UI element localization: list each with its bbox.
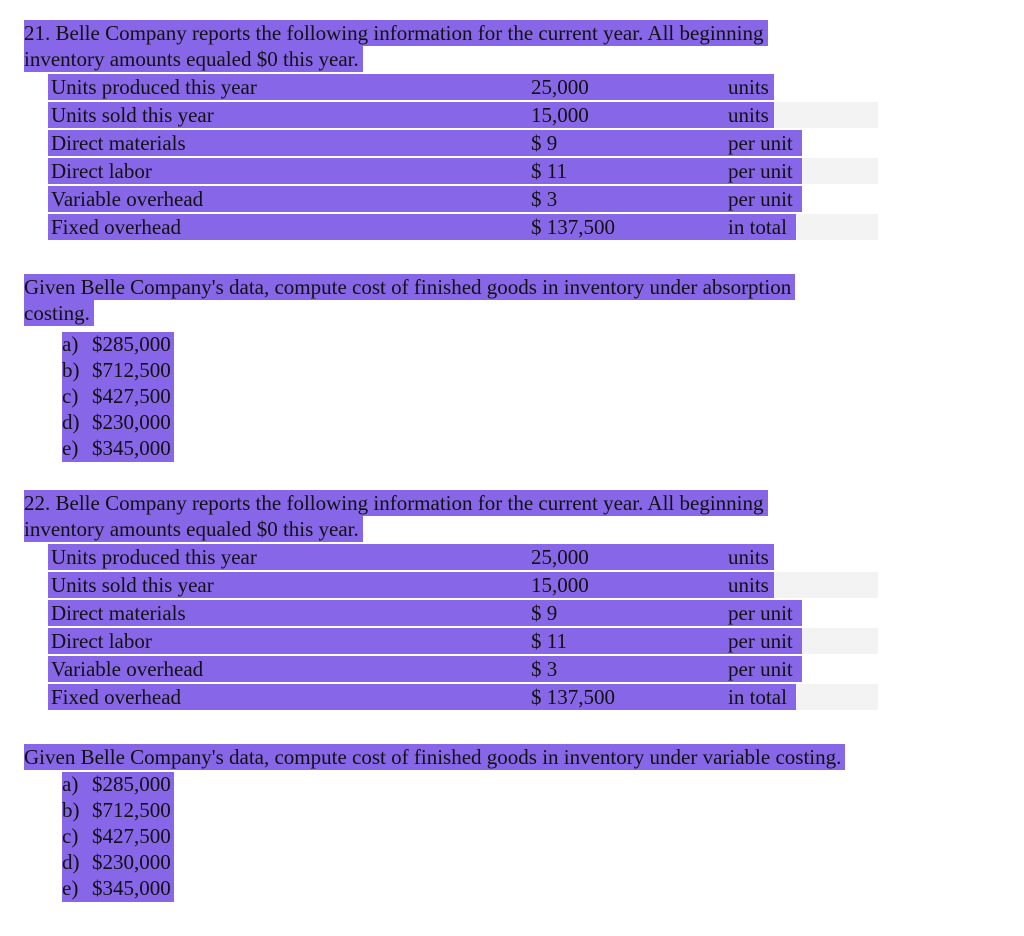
row-unit: per unit <box>728 130 802 156</box>
table-row <box>48 600 878 626</box>
row-unit: per unit <box>728 186 802 212</box>
option-letter: a) <box>62 772 79 796</box>
row-unit: per unit <box>728 628 802 654</box>
row-label: Fixed overhead <box>48 684 528 710</box>
option-letter: c) <box>62 824 79 848</box>
row-unit: in total <box>728 214 796 240</box>
row-label: Direct labor <box>48 628 528 654</box>
row-unit: units <box>728 544 774 570</box>
question-intro-line-2: inventory amounts equaled $0 this year. <box>24 516 363 542</box>
answer-option-d[interactable] <box>62 850 174 876</box>
option-text: $427,500 <box>92 824 171 848</box>
answer-option-e[interactable] <box>62 436 174 462</box>
table-row <box>48 102 878 128</box>
option-text: $285,000 <box>92 772 171 796</box>
option-letter: a) <box>62 332 79 356</box>
table-row <box>48 158 878 184</box>
answer-option-d[interactable] <box>62 410 174 436</box>
question-intro-line-1: 22. Belle Company reports the following information for the current year. All beginning <box>24 490 768 516</box>
option-text: $285,000 <box>92 332 171 356</box>
row-label: Variable overhead <box>48 656 528 682</box>
row-label: Units sold this year <box>48 572 528 598</box>
option-text: $345,000 <box>92 436 171 460</box>
row-label: Direct labor <box>48 158 528 184</box>
row-label: Units sold this year <box>48 102 528 128</box>
option-text: $427,500 <box>92 384 171 408</box>
row-value: 15,000 <box>528 572 728 598</box>
option-letter: d) <box>62 410 80 434</box>
row-unit: units <box>728 102 774 128</box>
question-prompt-line-1: Given Belle Company's data, compute cost of finished goods in inventory under absorption <box>24 274 795 300</box>
option-letter: e) <box>62 436 79 460</box>
row-unit: units <box>728 572 774 598</box>
answer-option-a[interactable] <box>62 332 174 358</box>
option-text: $230,000 <box>92 850 171 874</box>
question-intro-line-1: 21. Belle Company reports the following information for the current year. All beginning <box>24 20 768 46</box>
option-text: $345,000 <box>92 876 171 900</box>
question-prompt-line-1: Given Belle Company's data, compute cost of finished goods in inventory under variable costing. <box>24 744 845 770</box>
row-value: $ 3 <box>528 656 728 682</box>
row-value: $ 137,500 <box>528 684 728 710</box>
table-row <box>48 572 878 598</box>
answer-option-b[interactable] <box>62 358 174 384</box>
answer-option-a[interactable] <box>62 772 174 798</box>
table-row <box>48 544 878 570</box>
row-value: $ 9 <box>528 600 728 626</box>
table-row <box>48 656 878 682</box>
answer-option-e[interactable] <box>62 876 174 902</box>
row-unit: per unit <box>728 656 802 682</box>
row-label: Units produced this year <box>48 74 528 100</box>
row-value: 25,000 <box>528 74 728 100</box>
row-value: $ 137,500 <box>528 214 728 240</box>
table-row <box>48 74 878 100</box>
row-value: $ 3 <box>528 186 728 212</box>
row-unit: per unit <box>728 600 802 626</box>
option-letter: b) <box>62 798 80 822</box>
table-row <box>48 130 878 156</box>
row-unit: units <box>728 74 774 100</box>
question-prompt-line-2: costing. <box>24 300 94 326</box>
answer-option-c[interactable] <box>62 384 174 410</box>
row-value: $ 11 <box>528 158 728 184</box>
row-label: Direct materials <box>48 600 528 626</box>
row-value: $ 11 <box>528 628 728 654</box>
answer-option-c[interactable] <box>62 824 174 850</box>
row-value: $ 9 <box>528 130 728 156</box>
row-value: 15,000 <box>528 102 728 128</box>
option-letter: b) <box>62 358 80 382</box>
row-unit: per unit <box>728 158 802 184</box>
option-letter: e) <box>62 876 79 900</box>
option-letter: c) <box>62 384 79 408</box>
table-row <box>48 628 878 654</box>
row-label: Units produced this year <box>48 544 528 570</box>
row-label: Direct materials <box>48 130 528 156</box>
table-row <box>48 214 878 240</box>
row-unit: in total <box>728 684 796 710</box>
option-text: $712,500 <box>92 798 171 822</box>
answer-option-b[interactable] <box>62 798 174 824</box>
option-letter: d) <box>62 850 80 874</box>
option-text: $712,500 <box>92 358 171 382</box>
table-row <box>48 186 878 212</box>
row-value: 25,000 <box>528 544 728 570</box>
option-text: $230,000 <box>92 410 171 434</box>
row-label: Variable overhead <box>48 186 528 212</box>
question-intro-line-2: inventory amounts equaled $0 this year. <box>24 46 363 72</box>
table-row <box>48 684 878 710</box>
row-label: Fixed overhead <box>48 214 528 240</box>
